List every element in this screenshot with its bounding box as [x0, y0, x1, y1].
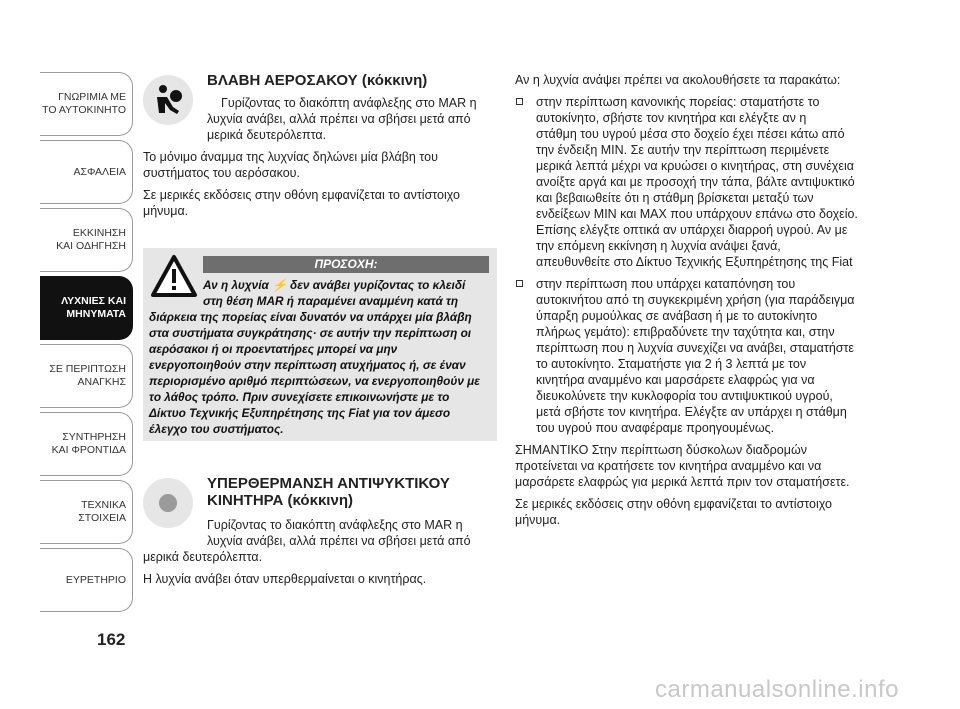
- bullet1-line: μερικά λεπτά μέχρι να κρυώσει ο κινητήρας, στη συνέχεια: [536, 159, 854, 173]
- watermark: carmanualsonline.info: [655, 676, 899, 703]
- warning-text-line: το λάθος τρόπο. Πριν συνεχίσετε επικοινωνήστε με το: [149, 390, 450, 404]
- tab-getting-to-know[interactable]: ΓΝΩΡΙΜΙΑ ΜΕ ΤΟ ΑΥΤΟΚΙΝΗΤΟ: [40, 72, 133, 136]
- warning-text-line: στη θέση MAR ή παραμένει αναμμένη κατά τη: [203, 294, 459, 308]
- bullet1-line: στάθμη του υγρού μέσα στο δοχείο έχει πέσει κάτω από: [536, 127, 845, 141]
- tab-index[interactable]: ΕΥΡΕΤΗΡΙΟ: [40, 548, 133, 612]
- section-title-airbag: ΒΛΑΒΗ ΑΕΡΟΣΑΚΟΥ (κόκκινη): [207, 72, 428, 89]
- warning-text-line: έλεγχο του συστήματος.: [149, 422, 284, 436]
- bullet1-line: απευθυνθείτε στο Δίκτυο Τεχνικής Εξυπηρέτησης της Fiat: [536, 255, 853, 269]
- airbag-text-line: λυχνία ανάβει, αλλά πρέπει να σβήσει μετά από: [207, 112, 471, 126]
- bullet2-line: πλήρως γεμάτο): επιβραδύνετε την ταχύτητα και, στην: [536, 325, 835, 339]
- bullet1-line: την επόμενη εκκίνηση η λυχνία ανάψει ξανά,: [536, 239, 781, 253]
- bullet2-line: διευκολύνετε την κυκλοφορία του αντιψυκτικού υγρού,: [536, 389, 833, 403]
- bullet-square-icon: [516, 280, 523, 287]
- bullet2-line: αυτοκινήτου από τη συγκεκριμένη χρήση (για παράδειγμα: [536, 293, 855, 307]
- bullet1-line: αυτοκίνητο, σβήστε τον κινητήρα και ελέγξτε αν η: [536, 111, 807, 125]
- tab-warning-lights[interactable]: ΛΥΧΝΙΕΣ ΚΑΙ ΜΗΝΥΜΑΤΑ: [40, 276, 133, 340]
- bullet2-line: ύπαρξη ρυμούλκας σε ανάβαση ή με το αυτοκίνητο: [536, 309, 818, 323]
- important-line: προτείνεται να κρατήσετε τον κινητήρα αναμμένο και να: [515, 459, 822, 473]
- bullet2-line: μετά σβήστε τον κινητήρα. Ελέγξτε αν υπάρχει η στάθμη: [536, 405, 847, 419]
- warning-text-line: αερόσακοι ή οι προεντατήρες μπορεί να μην: [149, 342, 398, 356]
- airbag-text-line: μήνυμα.: [143, 204, 189, 218]
- warning-triangle-icon: [150, 254, 198, 298]
- section-title-coolant: ΥΠΕΡΘΕΡΜΑΝΣΗ ΑΝΤΙΨΥΚΤΙΚΟΥ: [207, 475, 450, 492]
- airbag-text-line: Το μόνιμο άναμμα της λυχνίας δηλώνει μία βλάβη του: [143, 150, 438, 164]
- tab-starting-driving[interactable]: ΕΚΚΙΝΗΣΗ ΚΑΙ ΟΔΗΓΗΣΗ: [40, 208, 133, 272]
- bullet2-line: το αυτοκίνητο. Σταματήστε για 2 ή 3 λεπτά με τον: [536, 357, 807, 371]
- bullet1-line: Επίσης ελέγξτε οπτικά αν υπάρχει διαρροή υγρού. Αν με: [536, 223, 848, 237]
- tab-safety[interactable]: ΑΣΦΑΛΕΙΑ: [40, 140, 133, 204]
- tab-emergency[interactable]: ΣΕ ΠΕΡΙΠΤΩΣΗ ΑΝΑΓΚΗΣ: [40, 344, 133, 408]
- bullet2-line: στην περίπτωση που υπάρχει καταπόνηση του: [536, 277, 796, 291]
- important-line: μαρσάρετε ελαφρώς για μερικά λεπτά πριν τον σταματήσετε.: [515, 475, 850, 489]
- warning-text-line: Δίκτυο Τεχνικής Εξυπηρέτησης της Fiat για τον άμεσο: [149, 406, 451, 420]
- coolant-temperature-icon: [143, 478, 193, 528]
- bullet2-line: κινητήρα αναμμένο και μαρσάρετε ελαφρώς για να: [536, 373, 815, 387]
- airbag-warning-icon: [143, 75, 193, 125]
- warning-text-line: Αν η λυχνία ⚡ δεν ανάβει γυρίζοντας το κλειδί: [203, 278, 466, 292]
- airbag-text-line: Σε μερικές εκδόσεις στην οθόνη εμφανίζεται το αντίστοιχο: [143, 188, 460, 202]
- closing-line: Σε μερικές εκδόσεις στην οθόνη εμφανίζεται το αντίστοιχο: [515, 497, 832, 511]
- airbag-text-line: μερικά δευτερόλεπτα.: [207, 128, 327, 142]
- warning-header: ΠΡΟΣΟΧΗ:: [203, 256, 489, 273]
- bullet1-line: ανοίξτε αργά και με προσοχή την τάπα, βάλτε αντιψυκτικό: [536, 175, 855, 189]
- tab-technical-data[interactable]: ΤΕΧΝΙΚΑ ΣΤΟΙΧΕΙΑ: [40, 480, 133, 544]
- coolant-text-line: μερικά δευτερόλεπτα.: [143, 550, 263, 564]
- warning-text-line: περιορισμένο αριθμό περιπτώσεων, να ενεργοποιηθούν με: [149, 374, 480, 388]
- bullet-square-icon: [516, 98, 523, 105]
- bullet2-line: του υγρού που αναφέραμε προηγουμένως.: [536, 421, 775, 435]
- closing-line: μήνυμα.: [515, 513, 561, 527]
- coolant-text-line: Η λυχνία ανάβει όταν υπερθερμαίνεται ο κινητήρας.: [143, 572, 427, 586]
- coolant-text-line: Γυρίζοντας το διακόπτη ανάφλεξης στο MAR η: [207, 518, 463, 532]
- warning-text-line: διάρκεια της πορείας είναι δυνατόν να υπάρχει μία βλάβη: [149, 310, 472, 324]
- bullet1-line: την ένδειξη MIN. Σε αυτήν την περίπτωση περιμένετε: [536, 143, 830, 157]
- page-number: 162: [97, 630, 126, 649]
- bullet2-line: περίπτωση που η λυχνία συνεχίζει να ανάβει, σταματήστε: [536, 341, 855, 355]
- bullet1-line: ενδείξεων MIN και MAX που υπάρχουν επάνω στο δοχείο.: [536, 207, 858, 221]
- airbag-text-line: Γυρίζοντας το διακόπτη ανάφλεξης στο MAR η: [221, 96, 477, 110]
- right-intro: Αν η λυχνία ανάψει πρέπει να ακολουθήσετε τα παρακάτω:: [515, 73, 841, 87]
- coolant-text-line: λυχνία ανάβει, αλλά πρέπει να σβήσει μετά από: [207, 534, 471, 548]
- bullet1-line: και βεβαιωθείτε ότι η στάθμη βρίσκεται μεταξύ των: [536, 191, 814, 205]
- important-line: ΣΗΜΑΝΤΙΚΟ Στην περίπτωση δύσκολων διαδρομών: [515, 443, 807, 457]
- warning-text-line: ενεργοποιηθούν στην περίπτωση ατυχήματος ή, σε έναν: [149, 358, 466, 372]
- airbag-text-line: συστήματος του αερόσακου.: [143, 166, 300, 180]
- section-title-coolant-2: ΚΙΝΗΤΗΡΑ (κόκκινη): [207, 492, 353, 509]
- bullet1-line: στην περίπτωση κανονικής πορείας: σταματήστε το: [536, 95, 820, 109]
- tab-maintenance[interactable]: ΣΥΝΤΗΡΗΣΗ ΚΑΙ ΦΡΟΝΤΙΔΑ: [40, 412, 133, 476]
- warning-text-line: στα συστήματα συγκράτησης· σε αυτήν την περίπτωση οι: [149, 326, 472, 340]
